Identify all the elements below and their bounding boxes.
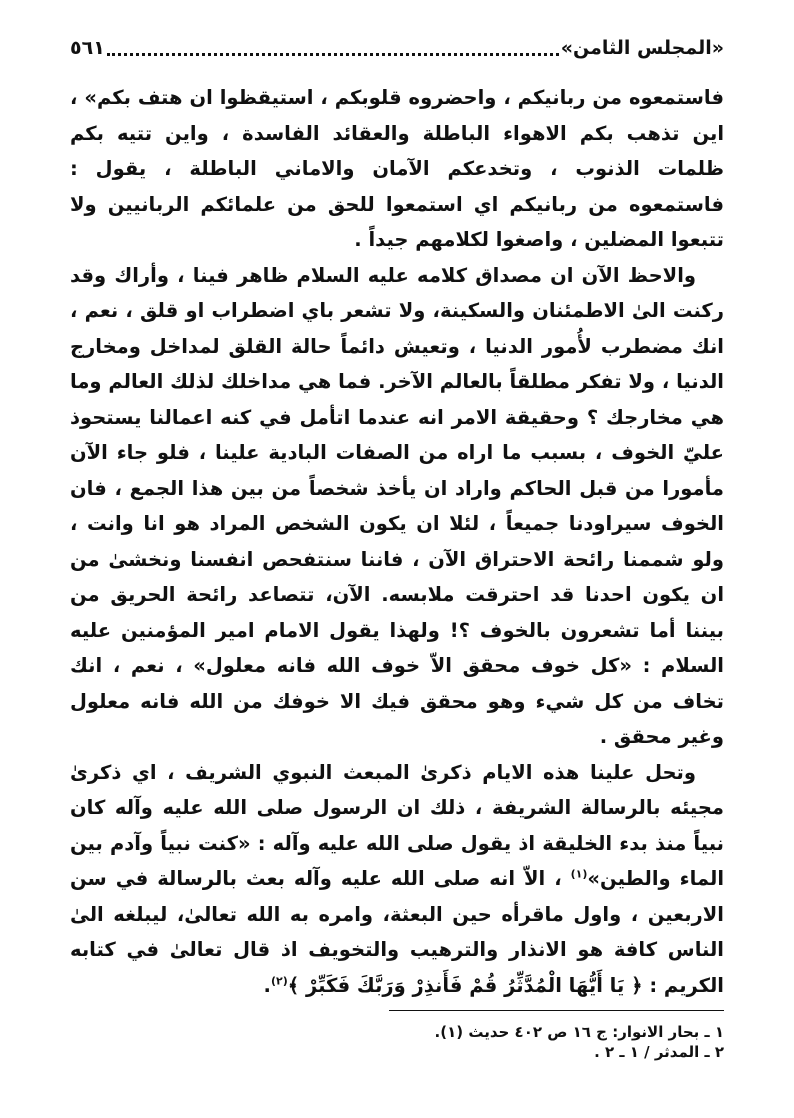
- paragraph-1: فاستمعوه من ربانيكم ، واحضروه قلوبكم ، استيقظوا ان هتف بكم» ، اين تذهب بكم الاهواء الباطلة والعقائد الفاسدة ، واين تتيه بكم ظلمات الذنوب ، وتخدعكم الآمان والاماني الباطلة ، يقول : فاستمعوه من ربانيكم اي استمعوا للحق من علمائكم الربانيين ولا تتبعوا المضلين ، واصغوا لكلامهم جيداً .: [70, 86, 724, 251]
- paragraph-3-part-1: وتحل علينا هذه الايام ذكرىٰ المبعث النبوي الشريف ، اي ذكرىٰ مجيئه بالرسالة الشريفة ، ذلك ان الرسول صلى الله عليه وآله كان نبياً منذ بدء الخليقة اذ يقول صلى الله عليه وآله : «كنت نبياً وآدم بين الماء والطين»: [70, 760, 725, 890]
- body-text: [70, 80, 724, 1003]
- running-header: [70, 30, 724, 66]
- footnote-ref-2[interactable]: (٢): [270, 974, 288, 987]
- paragraph-3-part-2: ، الاّ انه صلى الله عليه وآله بعث بالرسالة في سن الاربعين ، واول ماقرأه حين البعثة، وامره به الله تعالىٰ، ليبلغه الىٰ الناس كافة هو الانذار والترهيب والتخويف اذ قال تعالىٰ في كتابه الكريم : ﴿ يَا أَيُّهَا الْمُدَّثِّرُ قُمْ فَأَنذِرْ وَرَبَّكَ فَكَبِّرْ ﴾: [70, 867, 724, 997]
- paragraph-3-end: .: [263, 973, 271, 997]
- chapter-title: «المجلس الثامن»: [560, 37, 724, 59]
- document-page: [70, 30, 724, 1090]
- footnote-2: ٢ ـ المدثر / ١ ـ ٢ .: [594, 1043, 724, 1061]
- footnote-divider: [389, 1010, 724, 1011]
- footnotes: [70, 1022, 724, 1062]
- paragraph-2: والاحظ الآن ان مصداق كلامه عليه السلام ظاهر فينا ، وأراك وقد ركنت الىٰ الاطمئنان والسكينة، ولا تشعر باي اضطراب او قلق ، نعم ، انك مضطرب لأُمور الدنيا ، وتعيش دائماً حالة القلق لمداخل ومخارج الدنيا ، ولا تفكر مطلقاً بالعالم الآخر. فما هي مداخلك لذلك العالم وما هي مخارجك ؟ وحقيقة الامر انه عندما اتأمل في كنه اعمالنا يستحوذ عليّ الخوف ، بسبب ما اراه من الصفات البادية علينا ، فلو جاء الآن مأمورا من قبل الحاكم واراد ان يأخذ شخصاً من بين هذا الجمع ، فان الخوف سيراودنا جميعاً ، لئلا ان يكون الشخص المراد هو انا وانت ، ولو شممنا رائحة الاحتراق الآن ، فاننا سنتفحص انفسنا ونخشىٰ من ان يكون احدنا قد احترقت ملابسه. الآن، تتصاعد رائحة الحريق من بيننا أما تشعرون بالخوف ؟! ولهذا يقول الامام امير المؤمنين عليه السلام : «كل خوف محقق الاّ خوف الله فانه معلول» ، نعم ، انك تخاف من كل شيء وهو محقق فيك الا خوفك من الله فانه معلول وغير محقق .: [70, 263, 724, 748]
- page-number: ٥٦١: [70, 37, 105, 59]
- footnote-1: ١ ـ بحار الانوار: ج ١٦ ص ٤٠٢ حديث (١).: [434, 1023, 724, 1041]
- header-leader-dots: [107, 41, 559, 56]
- footnote-ref-1[interactable]: (١): [570, 867, 588, 881]
- paragraph-3: [70, 755, 724, 1004]
